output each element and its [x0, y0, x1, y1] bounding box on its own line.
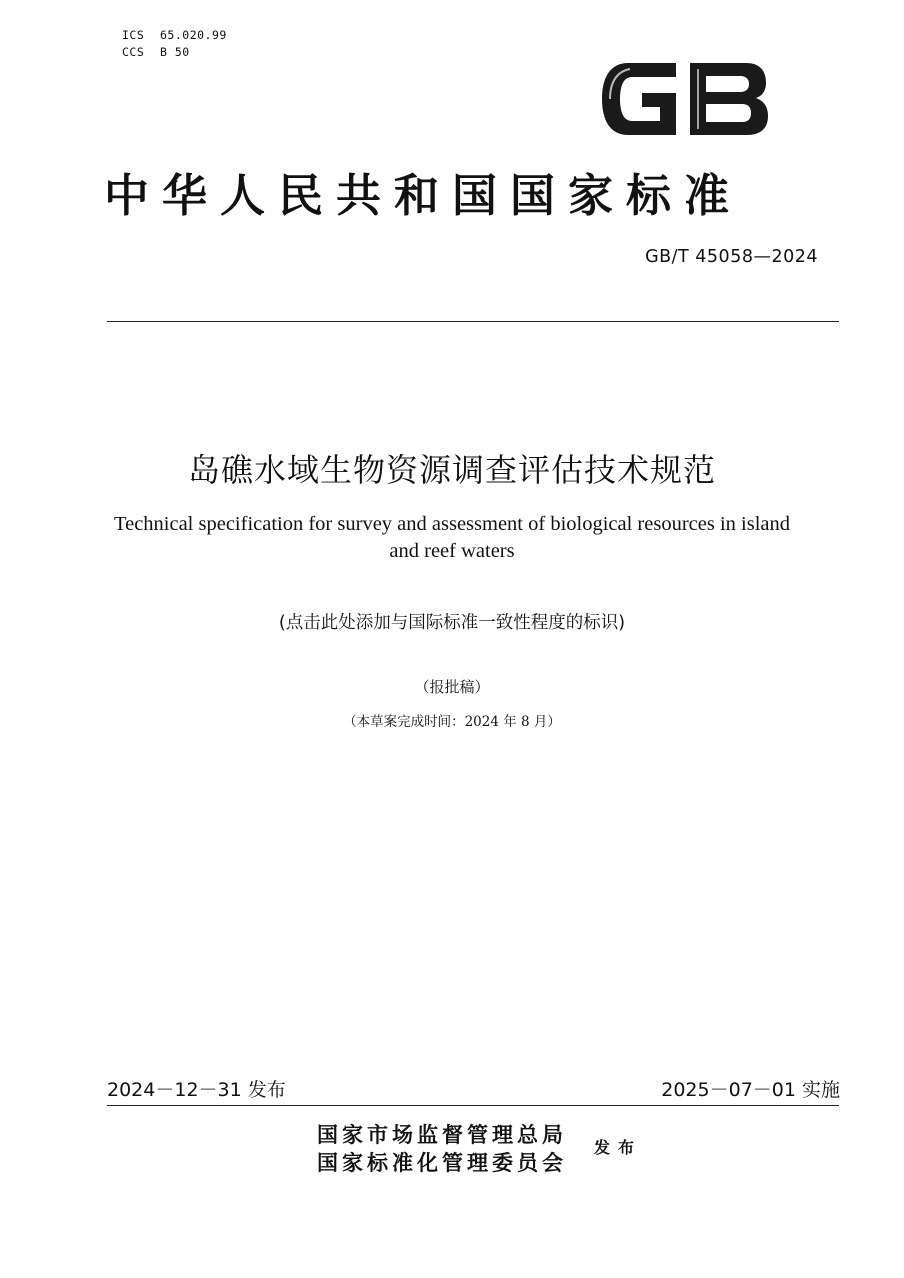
title-chinese: 岛礁水域生物资源调查评估技术规范	[187, 451, 716, 489]
implementation-date: 2025－07－01 实施	[661, 1079, 840, 1101]
classification-codes	[122, 27, 227, 61]
national-standard-heading: 中华人民共和国国家标准	[104, 169, 743, 222]
issuer-samr: 国家市场监督管理总局	[317, 1122, 567, 1147]
bottom-divider	[107, 1105, 839, 1106]
issue-date: 2024－12－31 发布	[107, 1079, 286, 1101]
title-english-line2: and reef waters	[389, 540, 515, 562]
publish-label: 发布	[594, 1138, 643, 1157]
ccs-value: B 50	[160, 45, 190, 59]
ccs-label: CCS	[122, 45, 145, 59]
ics-value: 65.020.99	[160, 28, 227, 42]
ccs-line	[122, 44, 227, 61]
ics-label: ICS	[122, 28, 145, 42]
title-english	[90, 511, 814, 565]
consistency-placeholder[interactable]: (点击此处添加与国际标准一致性程度的标识)	[278, 613, 626, 633]
issuer-sac: 国家标准化管理委员会	[317, 1150, 567, 1175]
standard-number: GB/T 45058—2024	[645, 247, 818, 267]
top-divider	[107, 321, 839, 322]
draft-completion-date: （本草案完成时间：2024 年 8 月）	[343, 714, 561, 730]
title-english-line1: Technical specification for survey and assessment of biological resources in island	[114, 513, 790, 535]
gb-standard-logo-icon	[598, 55, 772, 143]
ics-line	[122, 27, 227, 44]
issuing-authorities	[317, 1121, 567, 1177]
draft-status: （报批稿）	[414, 678, 490, 696]
